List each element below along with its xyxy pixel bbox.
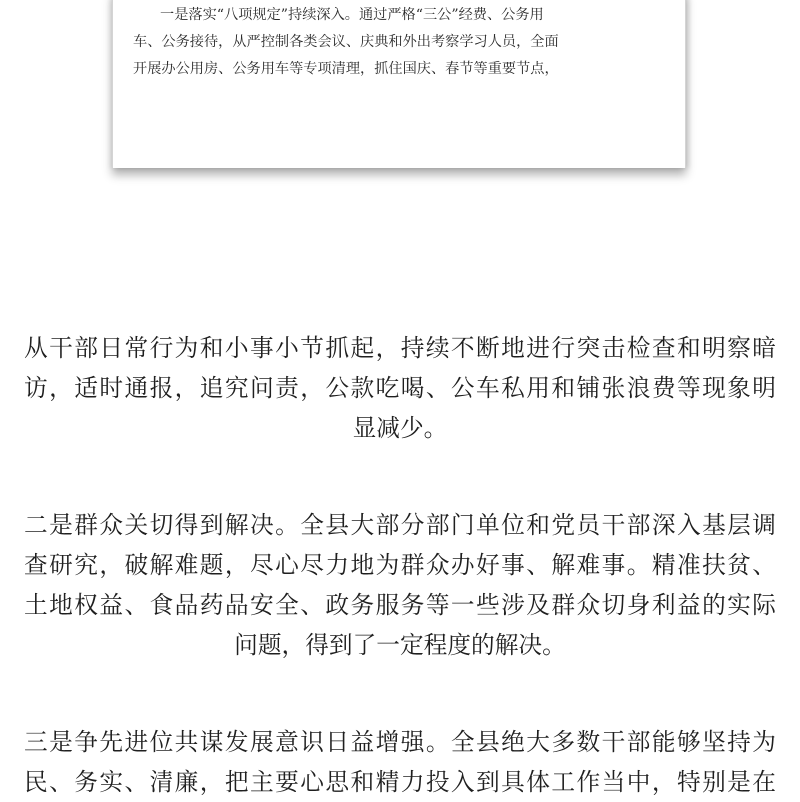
- paragraph-line: 土地权益、食品药品安全、政务服务等一些涉及群众切身利益的实际: [24, 591, 776, 619]
- card-text-line: 车、公务接待，从严控制各类会议、庆典和外出考察学习人员，全面: [133, 34, 559, 50]
- article-paragraph-3: [24, 722, 776, 802]
- paragraph-line: 显减少。: [352, 414, 448, 442]
- document-image-card: [112, 0, 686, 168]
- paragraph-line: 访，适时通报，追究问责，公款吃喝、公车私用和铺张浪费等现象明: [24, 374, 776, 402]
- article-paragraph-1: [24, 328, 776, 448]
- paragraph-line: 二是群众关切得到解决。全县大部分部门单位和党员干部深入基层调: [24, 511, 776, 539]
- card-text-line: 开展办公用房、公务用车等专项清理，抓住国庆、春节等重要节点，: [133, 61, 559, 77]
- paragraph-line: 从干部日常行为和小事小节抓起，持续不断地进行突击检查和明察暗: [24, 334, 776, 362]
- paragraph-line: 三是争先进位共谋发展意识日益增强。全县绝大多数干部能够坚持为: [24, 728, 776, 756]
- paragraph-line: 民、务实、清廉，把主要心思和精力投入到具体工作当中，特别是在: [24, 768, 776, 796]
- paragraph-line: 问题，得到了一定程度的解决。: [234, 631, 566, 659]
- card-text-line: 一是落实“八项规定”持续深入。通过严格“三公”经费、公务用: [160, 7, 544, 23]
- paragraph-line: 查研究，破解难题，尽心尽力地为群众办好事、解难事。精准扶贫、: [24, 551, 776, 579]
- document-image-text: [133, 2, 665, 83]
- article-paragraph-2: [24, 505, 776, 665]
